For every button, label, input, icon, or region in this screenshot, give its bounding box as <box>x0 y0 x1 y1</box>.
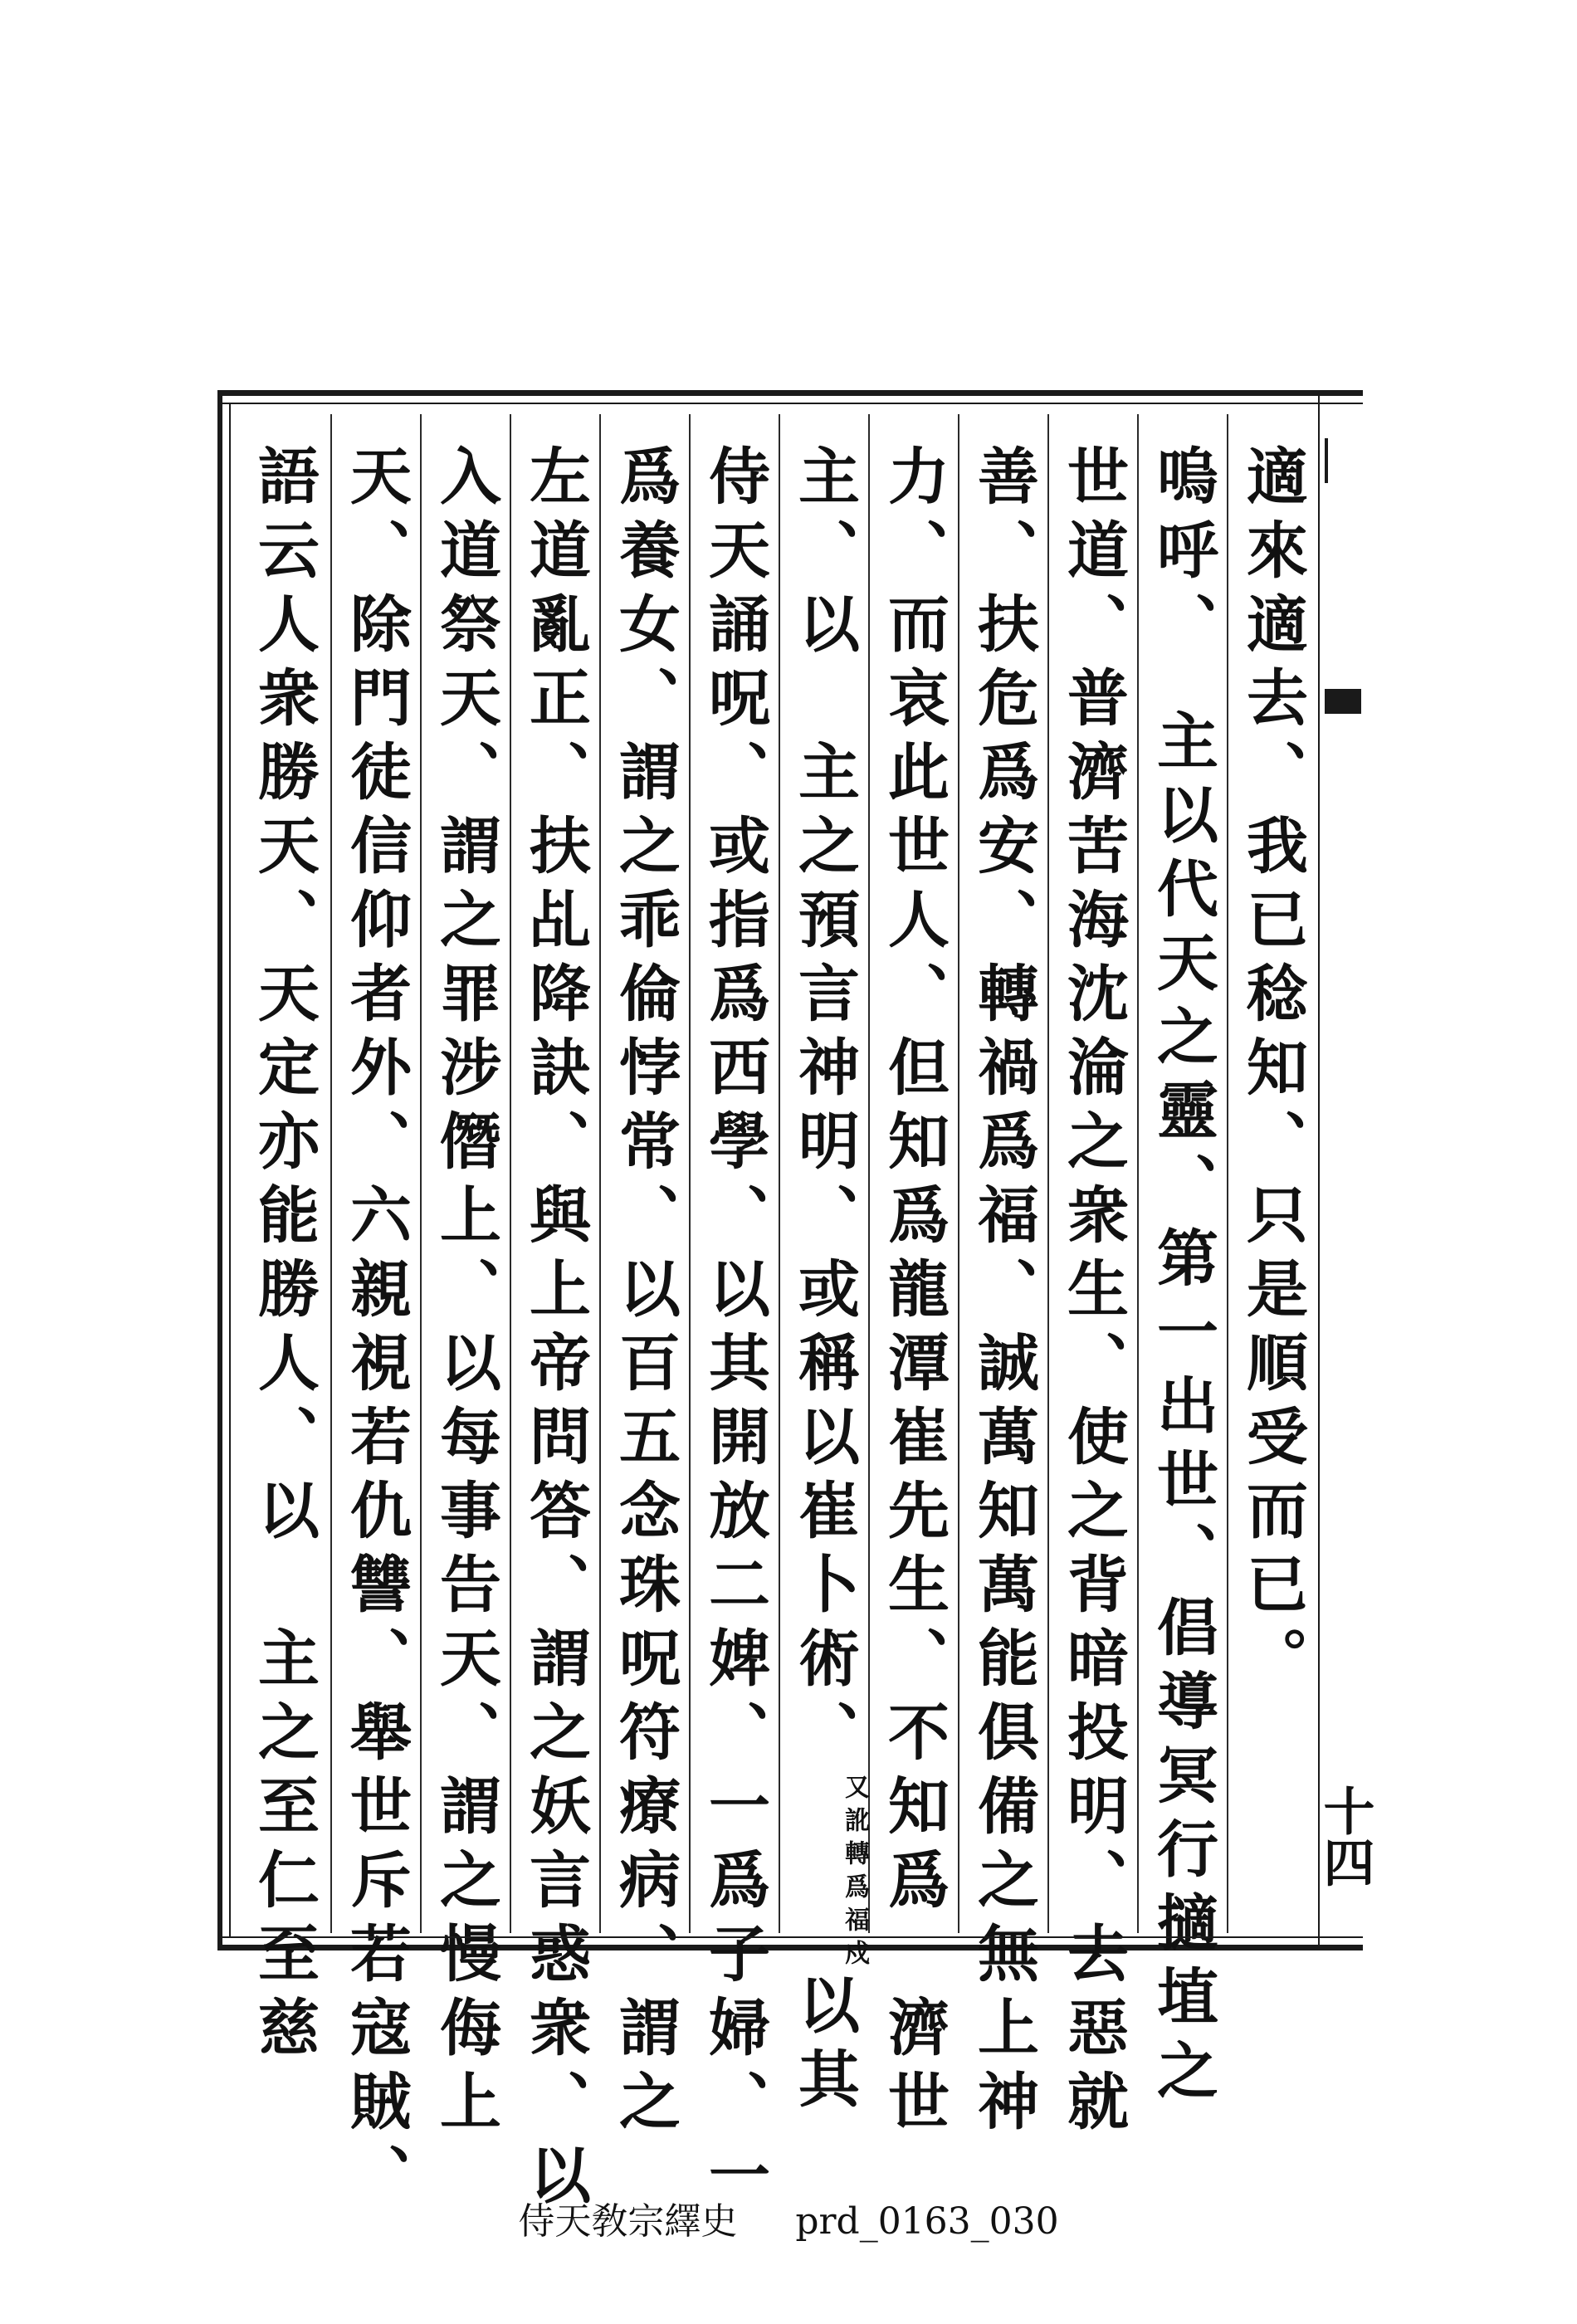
column-segment: 善、扶危爲安、轉禍爲福、誠萬知萬能俱備之無上神 <box>968 444 1039 2143</box>
text-column-10 <box>420 414 510 2143</box>
column-text <box>959 444 1048 2143</box>
column-text <box>1138 444 1228 2112</box>
column-text <box>600 444 690 2143</box>
text-column-9 <box>510 414 599 2217</box>
text-column-4 <box>958 414 1047 2143</box>
text-column-5 <box>868 414 958 2143</box>
column-text <box>1048 444 1138 2143</box>
column-text <box>869 444 959 2143</box>
text-column-6 <box>779 414 869 2121</box>
margin-fold-mark <box>1325 438 1358 483</box>
column-text <box>779 444 869 2121</box>
text-column-7 <box>689 414 779 2217</box>
column-segment: 力、而哀此世人、但知爲龍潭崔先生、不知爲 濟世 <box>878 444 950 2143</box>
column-segment: 適來適去、我已稔知、只是順受而已。 <box>1237 444 1308 1700</box>
interlinear-note: 又訛轉爲福戍 <box>840 1774 869 1973</box>
column-segment: 入道祭天、謂之罪涉僭上、以每事告天、謂之慢侮上 <box>430 444 501 2143</box>
fold-margin-strip <box>1315 390 1375 1950</box>
footer-caption <box>0 2191 1577 2244</box>
text-column-8 <box>599 414 689 2143</box>
column-segment: 侍天誦呪、或指爲西學、以其開放二婢、一爲子婦、一 <box>699 444 770 2217</box>
column-segment: 嗚呼、 主以代天之靈、第一出世、倡導冥行擿埴之 <box>1147 444 1218 2112</box>
text-column-12 <box>239 414 329 2069</box>
column-segment: 天、除門徒信仰者外、六親視若仇讐、舉世斥若寇賊、 <box>340 444 412 2217</box>
column-segment: 主、以 主之預言神明、或稱以崔卜術、 <box>788 444 860 1774</box>
fish-tail-mark <box>1325 689 1361 714</box>
page-folio-number: 十四 <box>1315 1784 1375 1887</box>
column-text <box>239 444 329 2069</box>
text-column-1 <box>1227 414 1316 1933</box>
column-segment: 以其 <box>788 1973 860 2121</box>
inner-left-rule <box>229 404 231 1936</box>
text-column-11 <box>330 414 420 2217</box>
column-text <box>331 444 421 2217</box>
column-text <box>510 444 600 2217</box>
column-segment: 左道亂正、扶乩降訣、與上帝問答、謂之妖言惑衆、以 <box>520 444 591 2217</box>
page-frame <box>217 390 1363 2217</box>
column-text <box>1228 444 1317 1700</box>
footer-code: prd_0163_030 <box>795 2200 1059 2243</box>
column-segment: 語云人衆勝天、天定亦能勝人、以 主之至仁至慈 <box>248 444 320 2069</box>
column-segment: 爲養女、謂之乖倫悖常、以百五念珠呪符療病、謂之 <box>609 444 681 2143</box>
column-segment: 世道、普濟苦海沈淪之衆生、使之背暗投明、去惡就 <box>1057 444 1129 2143</box>
text-column-3 <box>1047 414 1137 2143</box>
footer-title: 侍天敎宗繹史 <box>518 2200 738 2243</box>
column-text <box>690 444 779 2217</box>
text-column-2 <box>1137 414 1227 2112</box>
column-text <box>421 444 510 2143</box>
